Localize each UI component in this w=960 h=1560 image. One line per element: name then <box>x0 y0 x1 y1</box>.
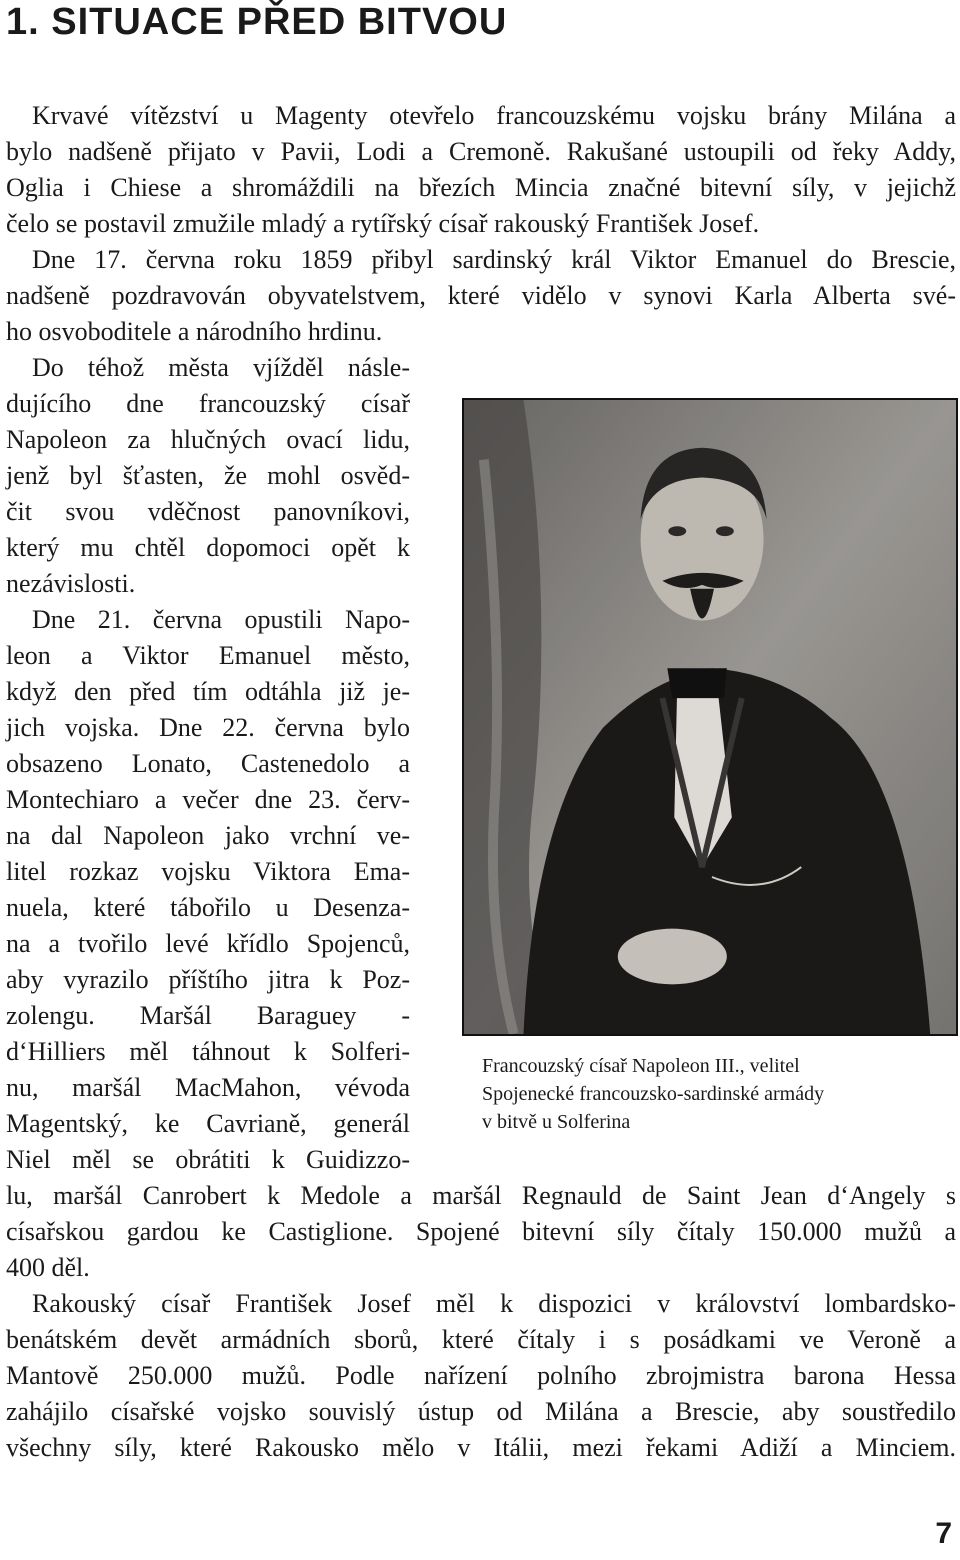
text-line: Mantově 250.000 mužů. Podle nařízení polního zbrojmistra barona Hessa <box>6 1361 956 1390</box>
text-line: dujícího dne francouzský císař <box>6 389 410 418</box>
page-number: 7 <box>935 1517 952 1550</box>
text-line: jich vojska. Dne 22. června bylo <box>6 713 410 742</box>
text-line: všechny síly, které Rakousko mělo v Itálii, mezi řekami Adiží a Minciem. <box>6 1433 956 1462</box>
text-line: nadšeně pozdravován obyvatelstvem, které vidělo v synovi Karla Alberta své- <box>6 281 956 310</box>
photo-caption-line: Spojenecké francouzsko-sardinské armády <box>482 1083 825 1105</box>
napoleon-portrait-photo <box>462 398 958 1036</box>
text-line: když den před tím odtáhla již je- <box>6 677 410 706</box>
text-line: zolengu. Maršál Baraguey - <box>6 1001 410 1030</box>
text-line: nuela, které tábořilo u Desenza- <box>6 893 410 922</box>
text-line: aby vyrazilo příštího jitra k Poz- <box>6 965 410 994</box>
text-line: na dal Napoleon jako vrchní ve- <box>6 821 410 850</box>
text-line: lu, maršál Canrobert k Medole a maršál Regnauld de Saint Jean d‘Angely s <box>6 1181 956 1210</box>
text-line: Rakouský císař František Josef měl k dispozici v království lombardsko- <box>32 1289 956 1318</box>
text-line: d‘Hilliers měl táhnout k Solferi- <box>6 1037 410 1066</box>
text-line: čit svou vděčnost panovníkovi, <box>6 497 410 526</box>
text-line: bylo nadšeně přijato v Pavii, Lodi a Cremoně. Rakušané ustoupili od řeky Addy, <box>6 137 956 166</box>
text-line: který mu chtěl dopomoci opět k <box>6 533 410 562</box>
text-line: litel rozkaz vojsku Viktora Ema- <box>6 857 410 886</box>
text-line: Krvavé vítězství u Magenty otevřelo francouzskému vojsku brány Milána a <box>32 101 956 130</box>
text-line: na a tvořilo levé křídlo Spojenců, <box>6 929 410 958</box>
text-line: Dne 17. června roku 1859 přibyl sardinský král Viktor Emanuel do Brescie, <box>32 245 956 274</box>
text-line: nezávislosti. <box>6 569 136 598</box>
text-line: benátském devět armádních sborů, které čítaly i s posádkami ve Veroně a <box>6 1325 956 1354</box>
text-line: leon a Viktor Emanuel město, <box>6 641 410 670</box>
photo-caption-line: v bitvě u Solferina <box>482 1111 631 1133</box>
text-line: nu, maršál MacMahon, vévoda <box>6 1073 410 1102</box>
chapter-heading: 1. SITUACE PŘED BITVOU <box>6 1 508 43</box>
text-line: zahájilo císařské vojsko souvislý ústup od Milána a Brescie, aby soustředilo <box>6 1397 956 1426</box>
text-line: 400 děl. <box>6 1253 90 1282</box>
text-line: císařskou gardou ke Castiglione. Spojené bitevní síly čítaly 150.000 mužů a <box>6 1217 956 1246</box>
portrait-illustration <box>464 400 956 1034</box>
text-line: Montechiaro a večer dne 23. červ- <box>6 785 410 814</box>
text-line: Do téhož města vjížděl násle- <box>32 353 410 382</box>
text-line: Oglia i Chiese a shromáždili na březích Mincia značné bitevní síly, v jejichž <box>6 173 956 202</box>
text-line: ho osvoboditele a národního hrdinu. <box>6 317 383 346</box>
photo-caption-line: Francouzský císař Napoleon III., velitel <box>482 1055 800 1077</box>
text-line: jenž byl šťasten, že mohl osvěd- <box>6 461 410 490</box>
text-line: Dne 21. června opustili Napo- <box>32 605 410 634</box>
text-line: čelo se postavil zmužile mladý a rytířský císař rakouský František Josef. <box>6 209 760 238</box>
text-line: Magentský, ke Cavrianě, generál <box>6 1109 410 1138</box>
text-line: obsazeno Lonato, Castenedolo a <box>6 749 410 778</box>
text-line: Niel měl se obrátiti k Guidizzo- <box>6 1145 410 1174</box>
text-line: Napoleon za hlučných ovací lidu, <box>6 425 410 454</box>
